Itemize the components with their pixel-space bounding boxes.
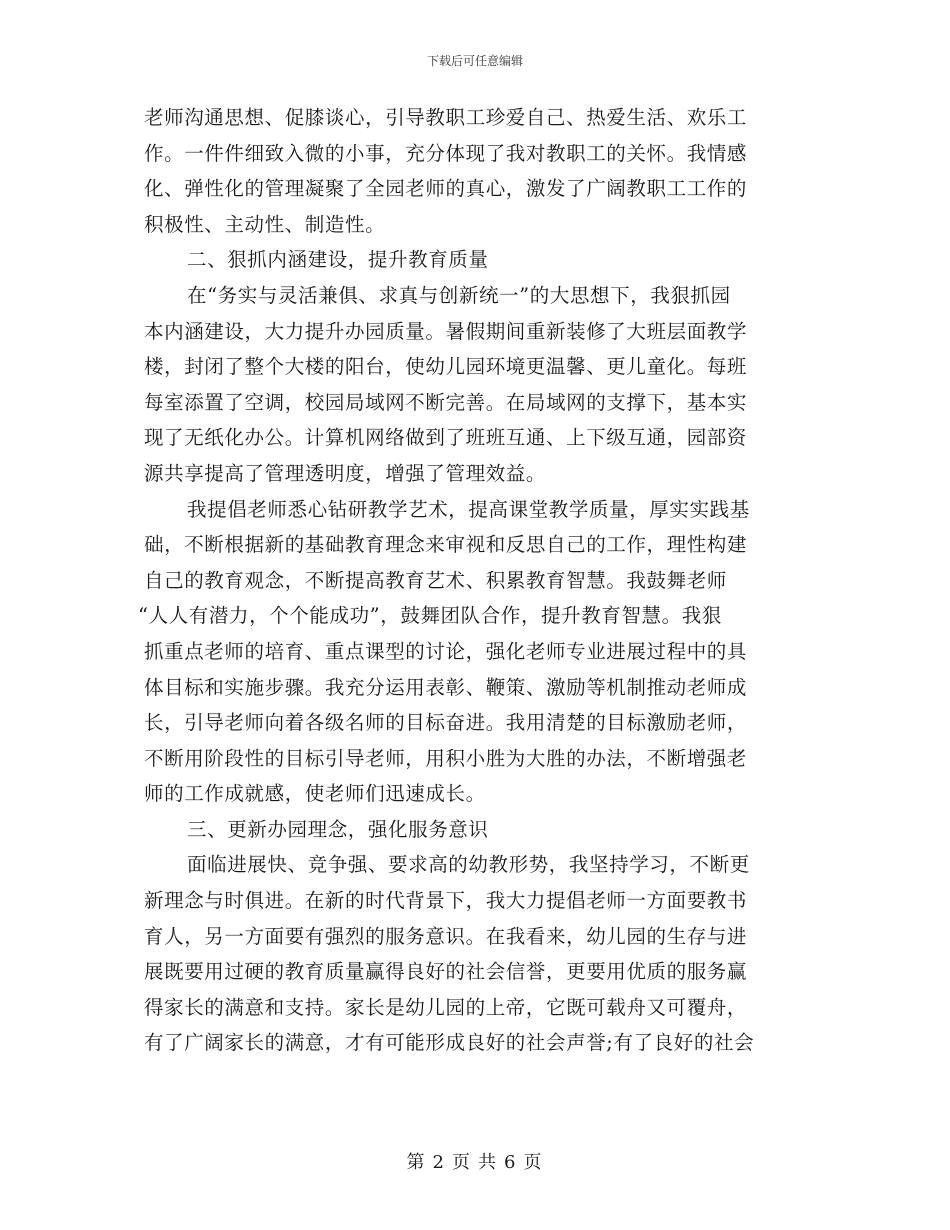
text-line: 老师沟通思想、促膝谈心，引导教职工珍爱自己、热爱生活、欢乐工 (144, 106, 748, 129)
text-line: 得家长的满意和支持。家长是幼儿园的上帝，它既可载舟又可覆舟， (144, 995, 748, 1019)
document-body (138, 100, 808, 1061)
footer-label-unit-end: 页 (523, 1152, 544, 1173)
text-line: 抓重点老师的培育、重点课型的讨论，强化老师专业进展过程中的具 (144, 639, 748, 663)
text-line: 每室添置了空调，校园局域网不断完善。在局域网的支撑下，基本实 (144, 390, 748, 414)
text-line: 在“务实与灵活兼俱、求真与创新统一”的大思想下，我狠抓园 (187, 283, 731, 307)
text-line: 不断用阶段性的目标引导老师，用积小胜为大胜的办法，不断增强老 (144, 746, 748, 770)
text-line: 新理念与时俱进。在新的时代背景下，我大力提倡老师一方面要教书 (144, 889, 748, 913)
footer-current-page: 2 (432, 1152, 446, 1173)
text-line: 我提倡老师悉心钻研教学艺术，提高课堂教学质量，厚实实践基 (187, 497, 750, 521)
text-line: 积极性、主动性、制造性。 (144, 212, 386, 236)
text-line: 长，引导老师向着各级名师的目标奋进。我用清楚的目标激励老师， (144, 711, 748, 735)
text-line: 二、狠抓内涵建设，提升教育质量 (187, 248, 489, 272)
footer-label-unit: 页 (452, 1152, 472, 1173)
text-line: 体目标和实施步骤。我充分运用表彰、鞭策、激励等机制推动老师成 (144, 675, 748, 699)
text-line: 化、弹性化的管理凝聚了全园老师的真心，激发了广阔教职工工作的 (144, 177, 748, 201)
page-footer (0, 1148, 950, 1174)
page-header: 下载后可任意编辑 (426, 54, 523, 68)
text-line: 展既要用过硬的教育质量赢得良好的社会信誉，更要用优质的服务赢 (144, 960, 748, 984)
text-line: 础，不断根据新的基础教育理念来审视和反思自己的工作，理性构建 (144, 533, 748, 557)
text-line: 三、更新办园理念，强化服务意识 (187, 817, 489, 841)
text-line: “人人有潜力，个个能成功”，鼓舞团队合作，提升教育智慧。我狠 (138, 604, 722, 628)
text-line: 师的工作成就感，使老师们迅速成长。 (144, 782, 486, 806)
text-line: 育人，另一方面要有强烈的服务意识。在我看来，幼儿园的生存与进 (144, 924, 748, 948)
text-line: 现了无纸化办公。计算机网络做到了班班互通、上下级互通，园部资 (144, 426, 748, 450)
footer-total-pages: 6 (504, 1152, 518, 1173)
text-line: 作。一件件细致入微的小事，充分体现了我对教职工的关怀。我情感 (144, 141, 748, 165)
text-line: 有了广阔家长的满意，才有可能形成良好的社会声誉;有了良好的社会 (144, 1031, 755, 1055)
footer-label-total: 共 (478, 1152, 498, 1173)
text-line: 面临进展快、竞争强、要求高的幼教形势，我坚持学习，不断更 (187, 853, 750, 877)
text-line: 楼，封闭了整个大楼的阳台，使幼儿园环境更温馨、更儿童化。每班 (144, 355, 748, 379)
text-line: 自己的教育观念，不断提高教育艺术、积累教育智慧。我鼓舞老师 (144, 568, 727, 592)
text-line: 源共享提高了管理透明度，增强了管理效益。 (144, 461, 547, 485)
footer-label-page: 第 (406, 1152, 427, 1173)
text-line: 本内涵建设，大力提升办园质量。暑假期间重新装修了大班层面教学 (144, 319, 748, 343)
